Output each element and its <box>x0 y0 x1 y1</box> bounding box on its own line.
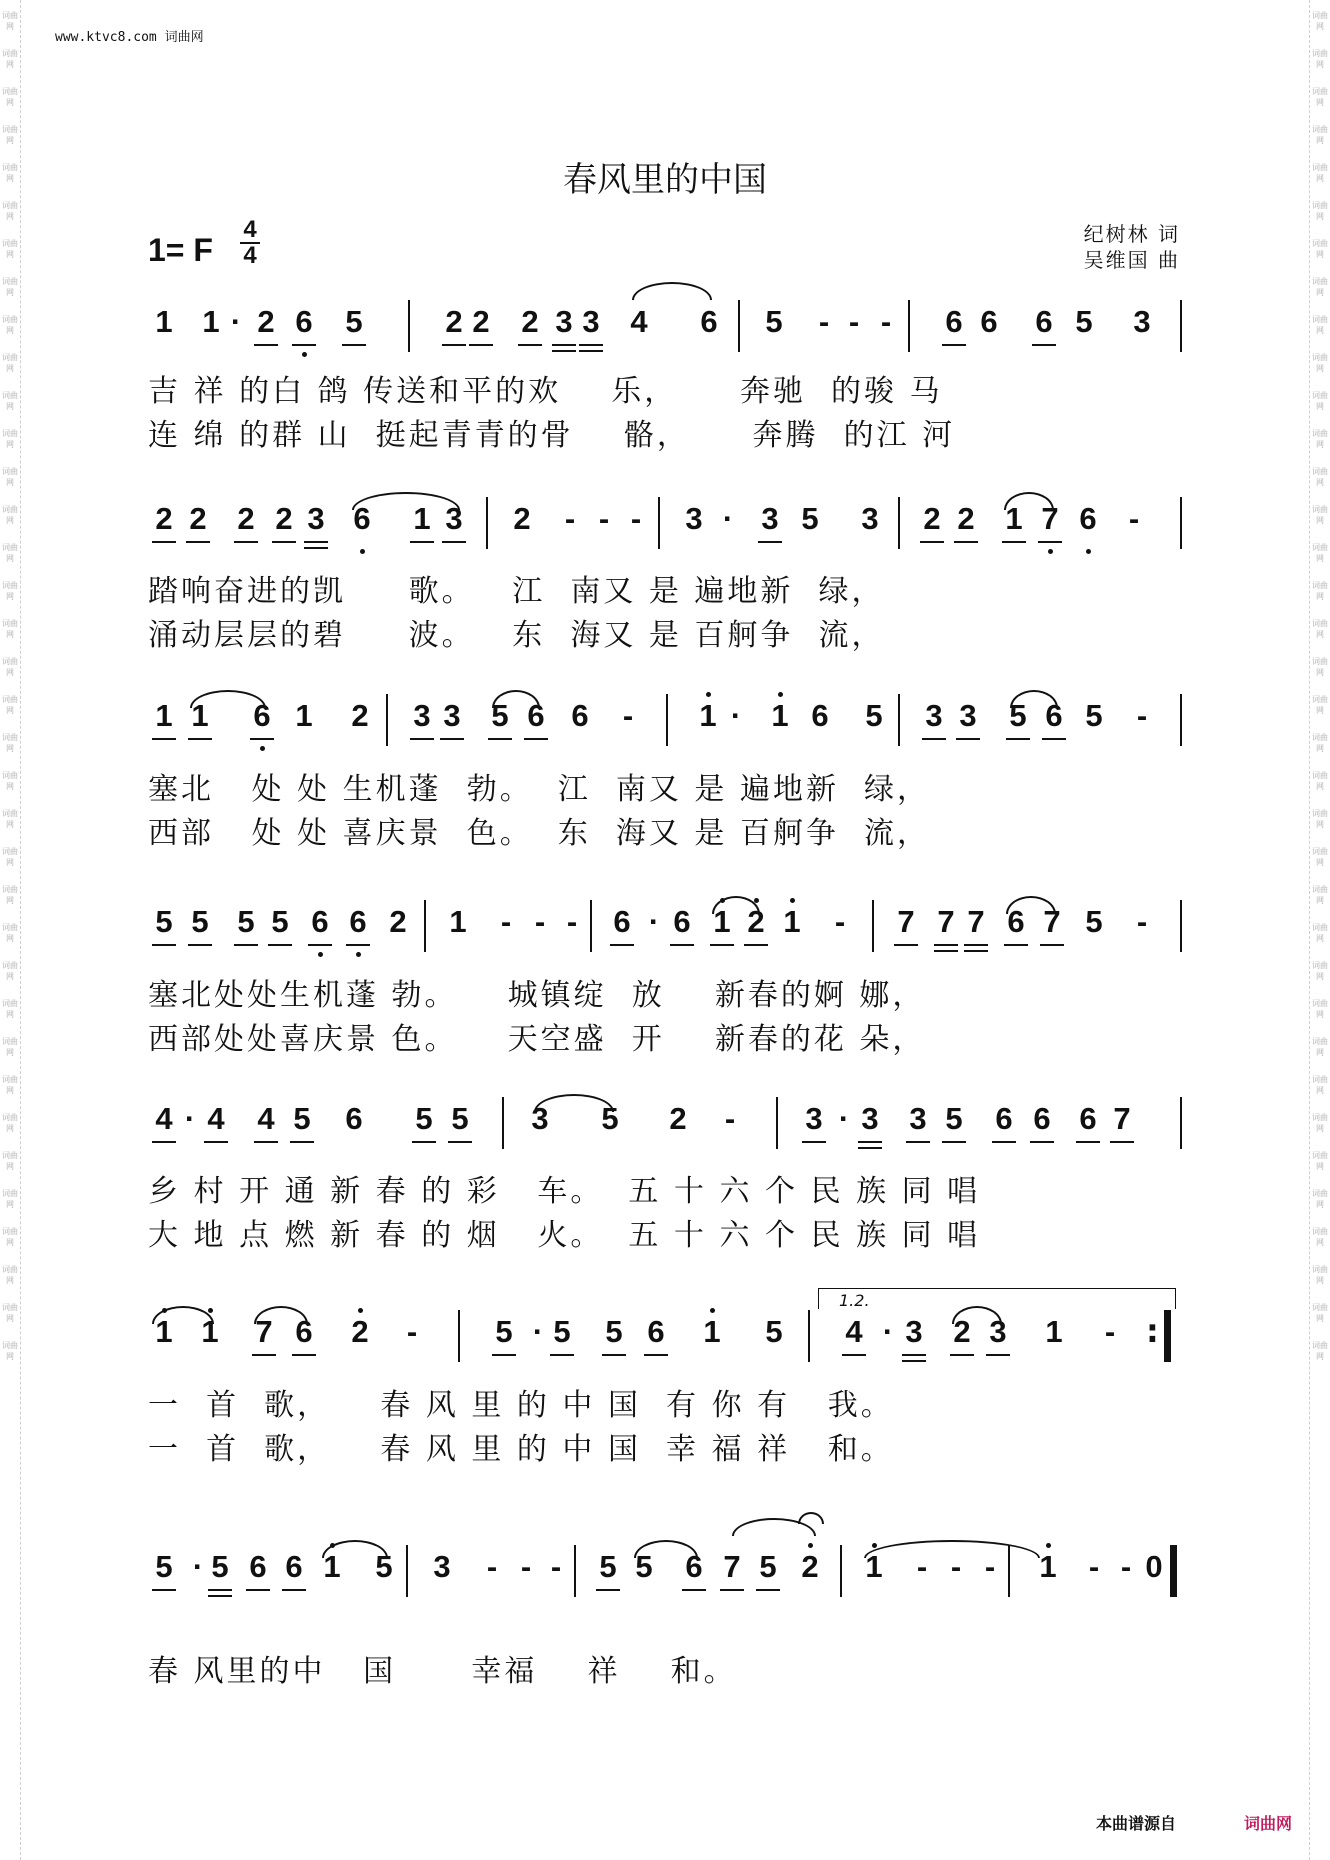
note-digit: 0 <box>1145 1549 1163 1584</box>
note-digit: 1 <box>1045 1314 1063 1349</box>
time-signature: 4 4 <box>240 218 260 268</box>
watermark-text: 词曲网 <box>2 11 18 31</box>
note-digit: 1 <box>1034 1549 1062 1585</box>
note-digit: 3 <box>984 1314 1012 1350</box>
note-digit: 5 <box>801 501 819 536</box>
watermark-text: 词曲网 <box>1312 733 1328 753</box>
watermark-text: 词曲网 <box>2 201 18 221</box>
watermark-text: 词曲网 <box>1312 505 1328 525</box>
note-digit: 3 <box>954 698 982 734</box>
watermark-text: 词曲网 <box>2 961 18 981</box>
watermark-text: 词曲网 <box>1312 277 1328 297</box>
note-digit: 6 <box>1028 1101 1056 1137</box>
watermark-text: 词曲网 <box>1312 201 1328 221</box>
note-digit: 6 <box>1030 304 1058 340</box>
note-digit: 6 <box>608 904 636 940</box>
note-digit: 2 <box>270 501 298 537</box>
footer-site: 词曲网 <box>1244 1814 1293 1833</box>
note-digit: 3 <box>531 1101 549 1136</box>
source-url: www.ktvc8.com 词曲网 <box>55 30 204 45</box>
watermark-text: 词曲网 <box>2 49 18 69</box>
watermark-text: 词曲网 <box>1312 315 1328 335</box>
tie-slur <box>534 1094 614 1112</box>
bar-line <box>590 900 592 952</box>
repeat-dots: : <box>1146 1312 1159 1350</box>
note-digit: 6 <box>344 904 372 940</box>
watermark-text: 词曲网 <box>2 353 18 373</box>
note-digit: 1 <box>150 698 178 734</box>
note-digit: 5 <box>266 904 294 940</box>
lyric-line: 踏响奋进的凯 歌。 江 南又 是 遍地新 绿， <box>148 574 885 609</box>
hold-dash: - <box>500 904 512 939</box>
watermark-text: 词曲网 <box>2 999 18 1019</box>
watermark-text: 词曲网 <box>1312 163 1328 183</box>
watermark-text: 词曲网 <box>1312 11 1328 31</box>
note-digit: 6 <box>990 1101 1018 1137</box>
note-digit: 5 <box>1004 698 1032 734</box>
hold-dash: - <box>564 501 576 536</box>
note-digit: 5 <box>594 1549 622 1585</box>
note-digit: 3 <box>900 1314 928 1350</box>
note-digit: 5 <box>486 698 514 734</box>
watermark-text: 词曲网 <box>2 1037 18 1057</box>
note-digit: 4 <box>252 1101 280 1137</box>
note-digit: 6 <box>1074 501 1102 537</box>
hold-dash: - <box>848 304 860 339</box>
lyric-line: 塞北处处生机蓬 勃。 城镇绽 放 新春的婀 娜， <box>148 978 926 1013</box>
hold-dash: - <box>534 904 546 939</box>
note-digit: 7 <box>250 1314 278 1350</box>
note-digit: 1 <box>155 304 173 339</box>
watermark-text: 词曲网 <box>2 923 18 943</box>
note-digit: 2 <box>669 1101 687 1136</box>
note-digit: 5 <box>288 1101 316 1137</box>
note-digit: 6 <box>345 1101 363 1136</box>
bar-line <box>908 300 910 352</box>
hold-dash: - <box>724 1101 736 1136</box>
hold-dash: - <box>880 304 892 339</box>
volta-bracket: 1.2. <box>818 1288 1176 1309</box>
note-digit: 1 <box>196 1314 224 1350</box>
note-digit: 5 <box>410 1101 438 1137</box>
hold-dash: - <box>1136 698 1148 733</box>
lyric-line: 春 风里的中 国 幸福 祥 和。 <box>148 1654 737 1689</box>
note-digit: 3 <box>856 1101 884 1137</box>
hold-dash: - <box>834 904 846 939</box>
watermark-text: 词曲网 <box>2 505 18 525</box>
dot-mark: · <box>532 1314 544 1349</box>
bar-line <box>1180 900 1182 952</box>
note-digit: 6 <box>940 304 968 340</box>
watermark-text: 词曲网 <box>2 809 18 829</box>
watermark-text: 词曲网 <box>2 429 18 449</box>
lyric-line: 西部 处 处 喜庆景 色。 东 海又 是 百舸争 流， <box>148 816 931 851</box>
note-digit: 3 <box>433 1549 451 1584</box>
note-digit: 7 <box>932 904 960 940</box>
note-digit: 6 <box>680 1549 708 1585</box>
watermark-text: 词曲网 <box>2 239 18 259</box>
watermark-text: 词曲网 <box>1312 961 1328 981</box>
note-digit: 5 <box>1085 698 1103 733</box>
note-digit: 4 <box>150 1101 178 1137</box>
watermark-text: 词曲网 <box>2 1265 18 1285</box>
hold-dash: - <box>916 1549 928 1584</box>
note-digit: 5 <box>150 1549 178 1585</box>
key-signature: 1= F <box>148 232 213 268</box>
note-digit: 6 <box>642 1314 670 1350</box>
dot-mark: · <box>192 1549 204 1584</box>
note-digit: 6 <box>244 1549 272 1585</box>
watermark-text: 词曲网 <box>2 619 18 639</box>
note-digit: 7 <box>718 1549 746 1585</box>
bar-line <box>1180 694 1182 746</box>
watermark-text: 词曲网 <box>2 277 18 297</box>
dot-mark: · <box>722 501 734 536</box>
tie-slur <box>190 690 266 708</box>
note-digit: 6 <box>980 304 998 339</box>
lyric-line: 乡 村 开 通 新 春 的 彩 车。 五 十 六 个 民 族 同 唱 <box>148 1174 981 1209</box>
note-digit: 5 <box>375 1549 393 1584</box>
watermark-text: 词曲网 <box>2 467 18 487</box>
tie-slur <box>254 1306 308 1324</box>
note-digit: 7 <box>1108 1101 1136 1137</box>
note-digit: 3 <box>438 698 466 734</box>
watermark-text: 词曲网 <box>2 315 18 335</box>
watermark-text: 词曲网 <box>2 163 18 183</box>
bar-line <box>1180 497 1182 549</box>
bar-line <box>898 497 900 549</box>
bar-line <box>424 900 426 952</box>
note-digit: 5 <box>601 1101 619 1136</box>
note-digit: 6 <box>668 904 696 940</box>
fermata <box>798 1512 824 1524</box>
watermark-text: 词曲网 <box>1312 1113 1328 1133</box>
right-watermark-strip <box>1309 0 1330 1860</box>
watermark-text: 词曲网 <box>2 695 18 715</box>
note-digit: 4 <box>630 304 648 339</box>
note-digit: 1 <box>186 698 214 734</box>
note-digit: 2 <box>351 698 369 733</box>
hold-dash: - <box>950 1549 962 1584</box>
note-digit: 3 <box>861 501 879 536</box>
watermark-text: 词曲网 <box>2 1075 18 1095</box>
repeat-end-barline <box>1164 1310 1171 1362</box>
note-digit: 1 <box>860 1549 888 1585</box>
note-digit: 5 <box>548 1314 576 1350</box>
watermark-text: 词曲网 <box>1312 619 1328 639</box>
composer-credit: 吴维国 曲 <box>1083 248 1180 272</box>
dot-mark: · <box>230 304 242 339</box>
note-digit: 1 <box>449 904 467 939</box>
note-digit: 6 <box>522 698 550 734</box>
note-digit: 6 <box>348 501 376 537</box>
watermark-text: 词曲网 <box>1312 581 1328 601</box>
note-digit: 1 <box>694 698 722 734</box>
hold-dash: - <box>486 1549 498 1584</box>
lyric-line: 一 首 歌， 春 风 里 的 中 国 幸 福 祥 和。 <box>148 1432 894 1467</box>
note-digit: 1 <box>318 1549 346 1585</box>
hold-dash: - <box>1128 501 1140 536</box>
note-digit: 1 <box>295 698 313 733</box>
tie-slur <box>634 1540 698 1558</box>
lyricist-credit: 纪树林 词 <box>1083 222 1180 246</box>
watermark-text: 词曲网 <box>1312 847 1328 867</box>
note-digit: 6 <box>306 904 334 940</box>
tie-slur <box>1010 690 1058 708</box>
note-digit: 4 <box>840 1314 868 1350</box>
bar-line <box>872 900 874 952</box>
bar-line <box>666 694 668 746</box>
note-digit: 5 <box>1075 304 1093 339</box>
watermark-text: 词曲网 <box>2 87 18 107</box>
watermark-text: 词曲网 <box>1312 1227 1328 1247</box>
note-digit: 6 <box>571 698 589 733</box>
dot-mark: · <box>184 1101 196 1136</box>
lyric-line: 西部处处喜庆景 色。 天空盛 开 新春的花 朵， <box>148 1022 926 1057</box>
note-digit: 5 <box>446 1101 474 1137</box>
lyric-line: 一 首 歌， 春 风 里 的 中 国 有 你 有 我。 <box>148 1388 894 1423</box>
note-digit: 2 <box>150 501 178 537</box>
hold-dash: - <box>984 1549 996 1584</box>
hold-dash: - <box>1104 1314 1116 1349</box>
note-digit: 3 <box>1133 304 1151 339</box>
tie-slur <box>352 492 460 510</box>
watermark-text: 词曲网 <box>1312 885 1328 905</box>
lyric-line: 涌动层层的碧 波。 东 海又 是 百舸争 流， <box>148 618 885 653</box>
note-digit: 2 <box>232 501 260 537</box>
watermark-text: 词曲网 <box>2 1189 18 1209</box>
note-digit: 3 <box>904 1101 932 1137</box>
tie-slur <box>632 282 712 300</box>
note-digit: 5 <box>600 1314 628 1350</box>
note-digit: 5 <box>340 304 368 340</box>
note-digit: 5 <box>940 1101 968 1137</box>
final-barline <box>1170 1545 1177 1597</box>
note-digit: 2 <box>389 904 407 939</box>
bar-line <box>502 1097 504 1149</box>
tie-slur <box>864 1540 1040 1558</box>
note-digit: 1 <box>708 904 736 940</box>
watermark-text: 词曲网 <box>1312 1075 1328 1095</box>
hold-dash: - <box>598 501 610 536</box>
hold-dash: - <box>1120 1549 1132 1584</box>
note-digit: 1 <box>408 501 436 537</box>
watermark-text: 词曲网 <box>1312 353 1328 373</box>
note-digit: 2 <box>184 501 212 537</box>
note-digit: 3 <box>550 304 578 340</box>
note-digit: 5 <box>150 904 178 940</box>
hold-dash: - <box>1088 1549 1100 1584</box>
watermark-text: 词曲网 <box>1312 1341 1328 1361</box>
note-digit: 1 <box>150 1314 178 1350</box>
note-digit: 3 <box>685 501 703 536</box>
hold-dash: - <box>550 1549 562 1584</box>
watermark-text: 词曲网 <box>2 1151 18 1171</box>
watermark-text: 词曲网 <box>1312 239 1328 259</box>
watermark-text: 词曲网 <box>1312 1151 1328 1171</box>
lyric-line: 吉 祥 的白 鸽 传送和平的欢 乐， 奔驰 的骏 马 <box>148 374 943 409</box>
bar-line <box>408 300 410 352</box>
note-digit: 2 <box>516 304 544 340</box>
note-digit: 5 <box>490 1314 518 1350</box>
bar-line <box>738 300 740 352</box>
dot-mark: · <box>730 698 742 733</box>
watermark-text: 词曲网 <box>2 125 18 145</box>
note-digit: 6 <box>1074 1101 1102 1137</box>
note-digit: 7 <box>962 904 990 940</box>
watermark-text: 词曲网 <box>2 1113 18 1133</box>
dot-mark: · <box>838 1101 850 1136</box>
watermark-text: 词曲网 <box>2 543 18 563</box>
note-digit: 2 <box>796 1549 824 1585</box>
watermark-text: 词曲网 <box>1312 999 1328 1019</box>
hold-dash: - <box>406 1314 418 1349</box>
tie-slur <box>492 690 540 708</box>
dot-mark: · <box>648 904 660 939</box>
bar-line <box>458 1310 460 1362</box>
watermark-text: 词曲网 <box>1312 1265 1328 1285</box>
note-digit: 2 <box>513 501 531 536</box>
watermark-text: 词曲网 <box>2 885 18 905</box>
bar-line <box>406 1545 408 1597</box>
note-digit: 6 <box>811 698 829 733</box>
note-digit: 3 <box>920 698 948 734</box>
watermark-text: 词曲网 <box>1312 543 1328 563</box>
note-digit: 2 <box>918 501 946 537</box>
watermark-text: 词曲网 <box>2 1227 18 1247</box>
note-digit: 6 <box>700 304 718 339</box>
watermark-text: 词曲网 <box>2 391 18 411</box>
note-digit: 6 <box>280 1549 308 1585</box>
note-digit: 1 <box>766 698 794 734</box>
note-digit: 5 <box>635 1549 653 1584</box>
note-digit: 5 <box>754 1549 782 1585</box>
bar-line <box>1180 300 1182 352</box>
watermark-text: 词曲网 <box>1312 923 1328 943</box>
note-digit: 5 <box>206 1549 234 1585</box>
lyric-line: 连 绵 的群 山 挺起青青的骨 骼， 奔腾 的江 河 <box>148 418 956 453</box>
watermark-text: 词曲网 <box>1312 125 1328 145</box>
hold-dash: - <box>520 1549 532 1584</box>
note-digit: 5 <box>186 904 214 940</box>
lyric-line: 塞北 处 处 生机蓬 勃。 江 南又 是 遍地新 绿， <box>148 772 931 807</box>
note-digit: 3 <box>756 501 784 537</box>
watermark-text: 词曲网 <box>1312 391 1328 411</box>
left-watermark-strip <box>0 0 21 1860</box>
note-digit: 6 <box>1002 904 1030 940</box>
watermark-text: 词曲网 <box>1312 87 1328 107</box>
note-digit: 2 <box>948 1314 976 1350</box>
bar-line <box>898 694 900 746</box>
note-digit: 2 <box>742 904 770 940</box>
note-digit: 6 <box>290 304 318 340</box>
note-digit: 5 <box>765 304 783 339</box>
note-digit: 2 <box>346 1314 374 1350</box>
note-digit: 1 <box>1000 501 1028 537</box>
watermark-text: 词曲网 <box>2 1341 18 1361</box>
footer-source: 本曲谱源自 <box>1096 1814 1177 1833</box>
watermark-text: 词曲网 <box>1312 695 1328 715</box>
bar-line <box>840 1545 842 1597</box>
watermark-text: 词曲网 <box>1312 467 1328 487</box>
note-digit: 1 <box>778 904 806 940</box>
watermark-text: 词曲网 <box>1312 1189 1328 1209</box>
note-digit: 2 <box>440 304 468 340</box>
note-digit: 4 <box>202 1101 230 1137</box>
watermark-text: 词曲网 <box>1312 771 1328 791</box>
tie-slur <box>1006 896 1056 914</box>
bar-line <box>1180 1097 1182 1149</box>
watermark-text: 词曲网 <box>2 657 18 677</box>
watermark-text: 词曲网 <box>2 581 18 601</box>
bar-line <box>386 694 388 746</box>
note-digit: 5 <box>1085 904 1103 939</box>
hold-dash: - <box>622 698 634 733</box>
watermark-text: 词曲网 <box>1312 49 1328 69</box>
song-title: 春风里的中国 <box>563 160 767 200</box>
watermark-text: 词曲网 <box>1312 429 1328 449</box>
note-digit: 2 <box>467 304 495 340</box>
note-digit: 3 <box>440 501 468 537</box>
tie-slur <box>1004 492 1054 510</box>
note-digit: 5 <box>232 904 260 940</box>
note-digit: 3 <box>800 1101 828 1137</box>
hold-dash: - <box>818 304 830 339</box>
hold-dash: - <box>1136 904 1148 939</box>
watermark-text: 词曲网 <box>2 847 18 867</box>
note-digit: 2 <box>252 304 280 340</box>
note-digit: 1 <box>698 1314 726 1350</box>
lyric-line: 大 地 点 燃 新 春 的 烟 火。 五 十 六 个 民 族 同 唱 <box>148 1218 981 1253</box>
note-digit: 3 <box>302 501 330 537</box>
watermark-text: 词曲网 <box>2 733 18 753</box>
note-digit: 5 <box>765 1314 783 1349</box>
hold-dash: - <box>566 904 578 939</box>
hold-dash: - <box>630 501 642 536</box>
bar-line <box>776 1097 778 1149</box>
bar-line <box>658 497 660 549</box>
note-digit: 7 <box>1036 501 1064 537</box>
note-digit: 3 <box>577 304 605 340</box>
watermark-text: 词曲网 <box>1312 809 1328 829</box>
note-digit: 2 <box>952 501 980 537</box>
note-digit: 1 <box>202 304 220 339</box>
note-digit: 6 <box>1040 698 1068 734</box>
bar-line <box>808 1310 810 1362</box>
watermark-text: 词曲网 <box>1312 1037 1328 1057</box>
note-digit: 6 <box>290 1314 318 1350</box>
note-digit: 7 <box>892 904 920 940</box>
bar-line <box>486 497 488 549</box>
dot-mark: · <box>882 1314 894 1349</box>
watermark-text: 词曲网 <box>1312 1303 1328 1323</box>
watermark-text: 词曲网 <box>2 771 18 791</box>
watermark-text: 词曲网 <box>1312 657 1328 677</box>
bar-line <box>574 1545 576 1597</box>
note-digit: 6 <box>248 698 276 734</box>
watermark-text: 词曲网 <box>2 1303 18 1323</box>
note-digit: 7 <box>1038 904 1066 940</box>
note-digit: 5 <box>865 698 883 733</box>
note-digit: 3 <box>408 698 436 734</box>
